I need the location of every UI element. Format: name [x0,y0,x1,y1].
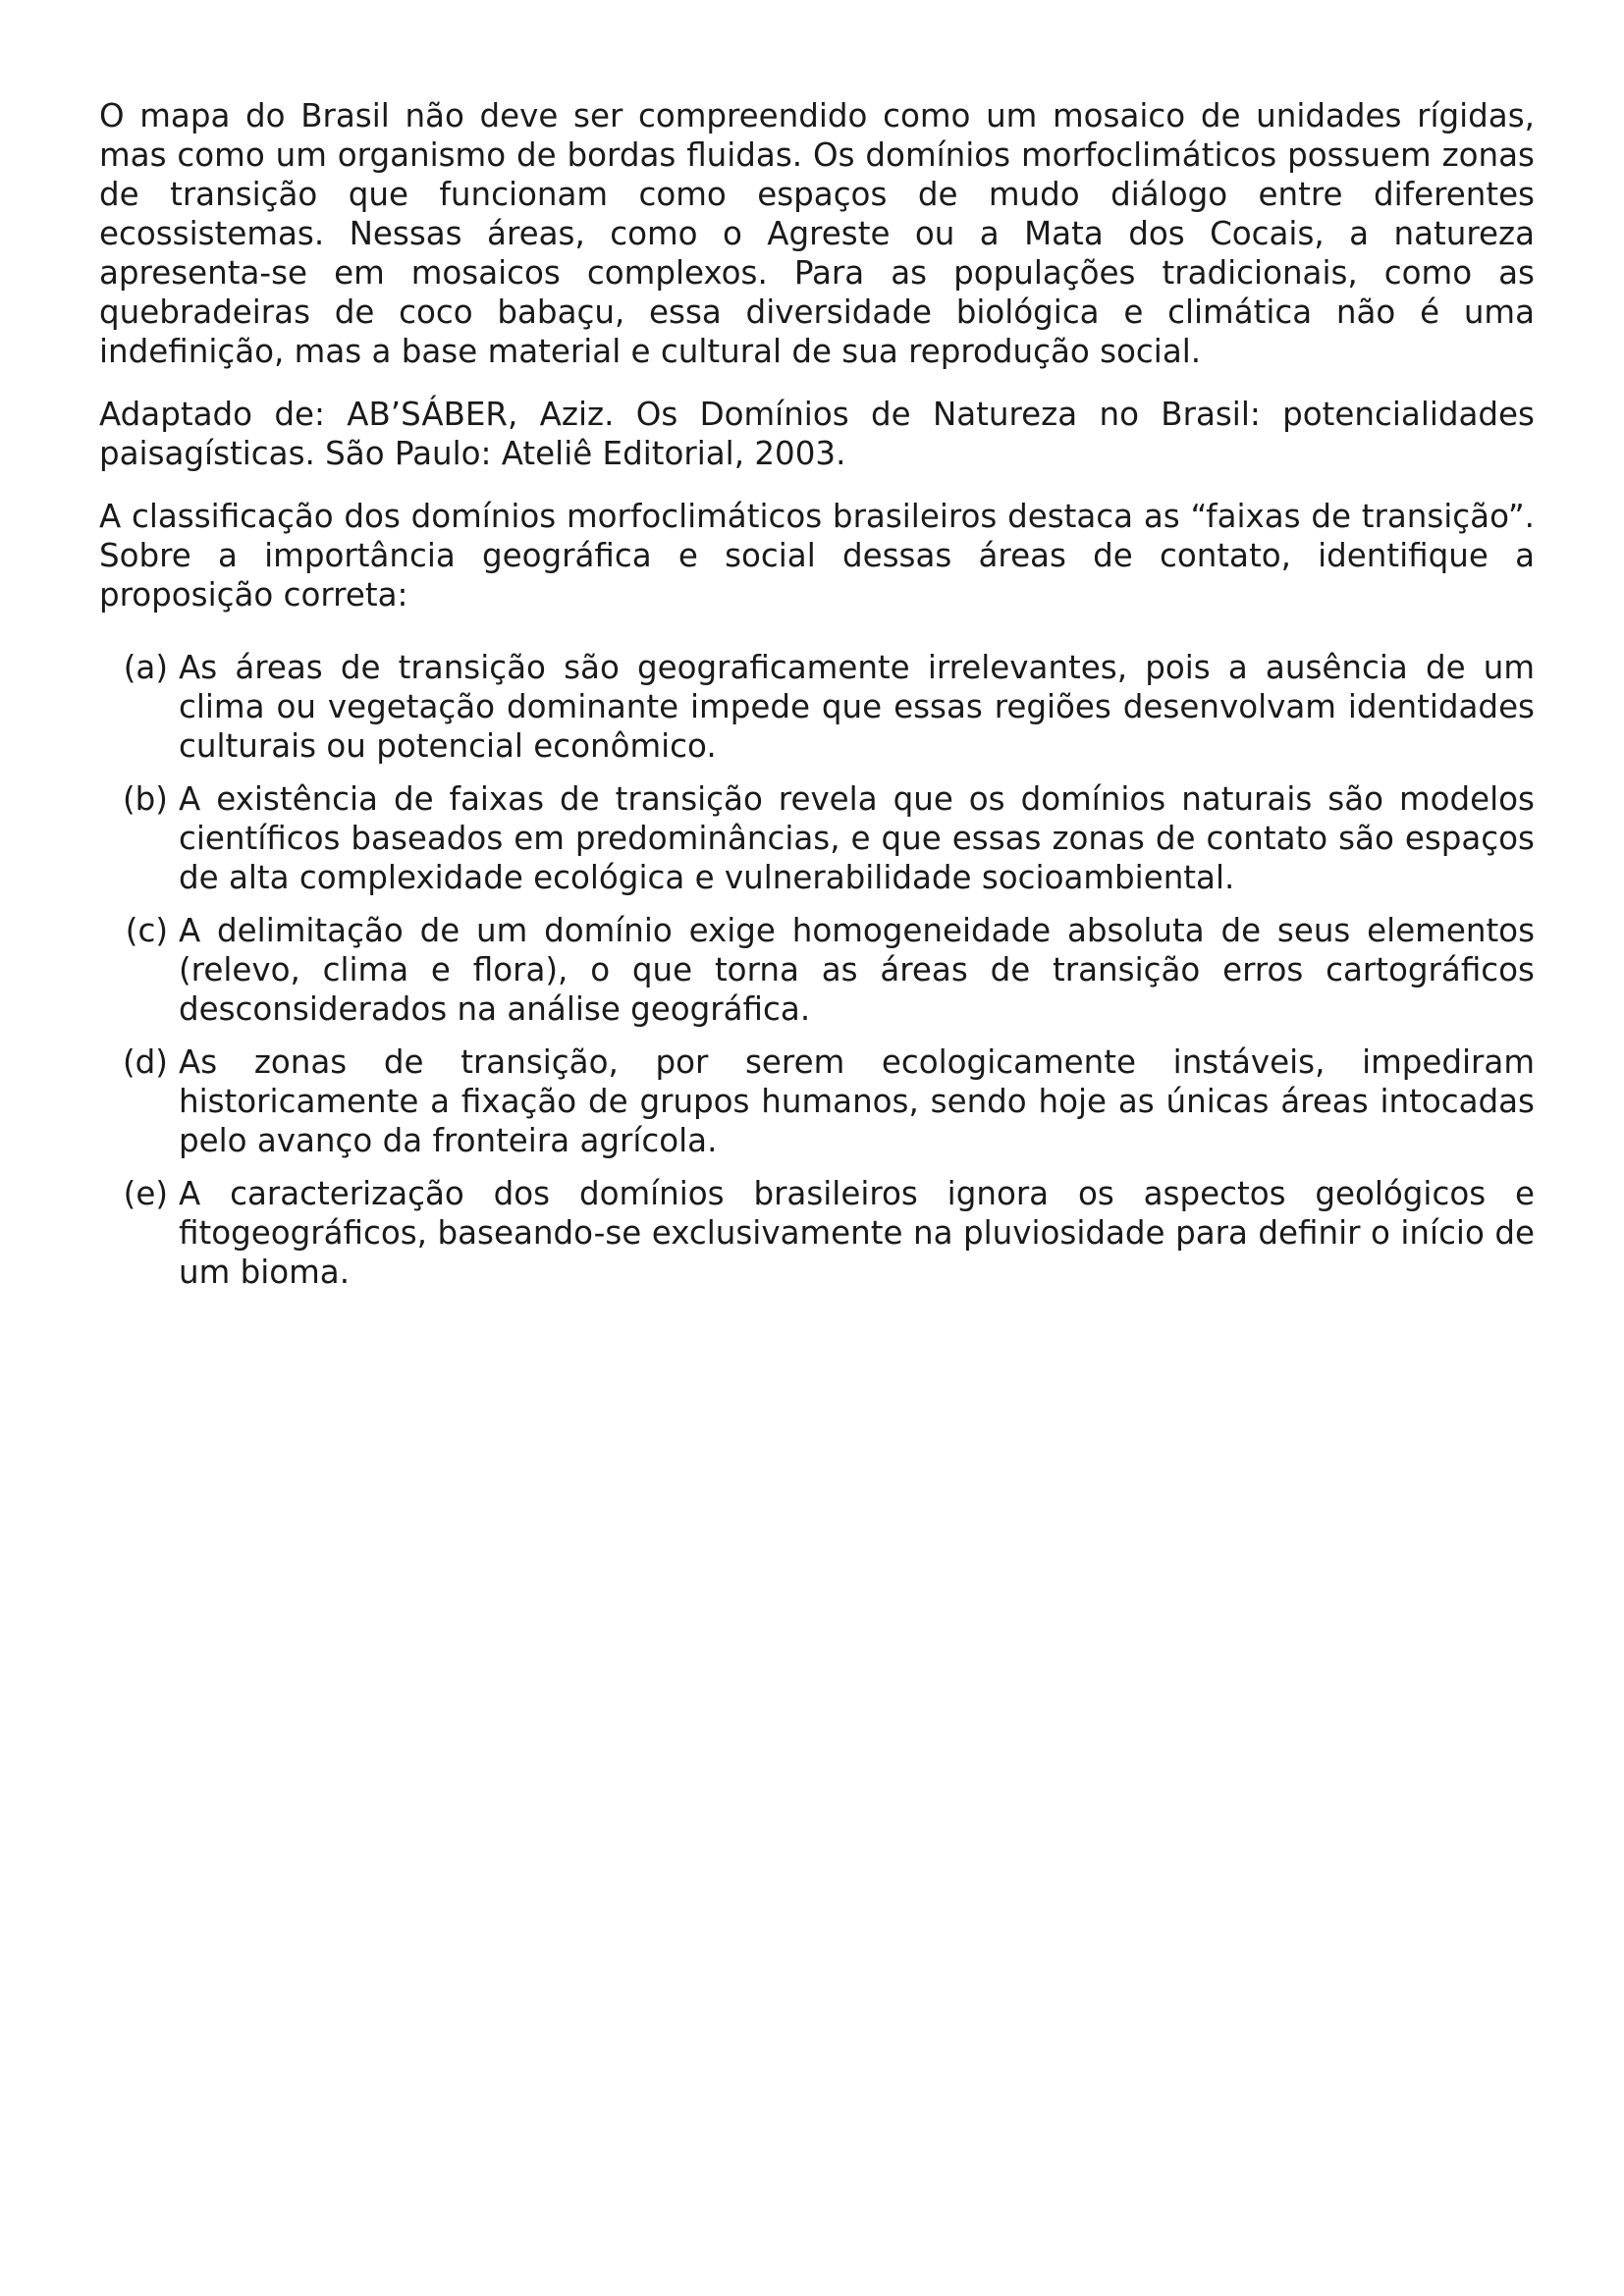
option-text: A delimitação de um domínio exige homogeneidade absoluta de seus elementos (relevo, clima e flora), o que torna as áreas de transição erros cartográficos desconsiderados na análise geográfica. [179,912,1535,1028]
option-letter: (d) [123,1043,168,1081]
option-text: A existência de faixas de transição revela que os domínios naturais são modelos científicos baseados em predominâncias, e que essas zonas de contato são espaços de alta complexidade ecológica e vulnerabilidade socioambiental. [179,780,1535,896]
answer-option-b[interactable] [99,779,1535,897]
question-prompt: A classificação dos domínios morfoclimáticos brasileiros destaca as “faixas de transição”. Sobre a importância geográfica e social dessas áreas de contato, identifique a proposição correta: [99,498,1535,614]
answer-option-d[interactable] [99,1042,1535,1160]
passage-paragraph: O mapa do Brasil não deve ser compreendido como um mosaico de unidades rígidas, mas como um organismo de bordas fluidas. Os domínios morfoclimáticos possuem zonas de transição que funcionam como espaços de mudo diálogo entre diferentes ecossistemas. Nessas áreas, como o Agreste ou a Mata dos Cocais, a natureza apresenta-se em mosaicos complexos. Para as populações tradicionais, como as quebradeiras de coco babaçu, essa diversidade biológica e climática não é uma indefinição, mas a base material e cultural de sua reprodução social. [99,97,1535,370]
answer-option-c[interactable] [99,911,1535,1029]
option-letter: (c) [125,912,168,949]
answer-options-list [99,648,1535,1292]
citation-paragraph: Adaptado de: AB’SÁBER, Aziz. Os Domínios de Natureza no Brasil: potencialidades paisagísticas. São Paulo: Ateliê Editorial, 2003. [99,396,1535,472]
option-text: As zonas de transição, por serem ecologicamente instáveis, impediram historicamente a fixação de grupos humanos, sendo hoje as únicas áreas intocadas pelo avanço da fronteira agrícola. [179,1043,1535,1159]
answer-option-e[interactable] [99,1174,1535,1292]
option-text: A caracterização dos domínios brasileiros ignora os aspectos geológicos e fitogeográficos, baseando-se exclusivamente na pluviosidade para definir o início de um bioma. [179,1175,1535,1291]
option-letter: (e) [123,1175,168,1212]
document-page [99,96,1535,1306]
option-letter: (a) [123,649,168,686]
option-letter: (b) [123,780,168,818]
option-text: As áreas de transição são geograficamente irrelevantes, pois a ausência de um clima ou vegetação dominante impede que essas regiões desenvolvam identidades culturais ou potencial econômico. [179,649,1535,765]
answer-option-a[interactable] [99,648,1535,766]
